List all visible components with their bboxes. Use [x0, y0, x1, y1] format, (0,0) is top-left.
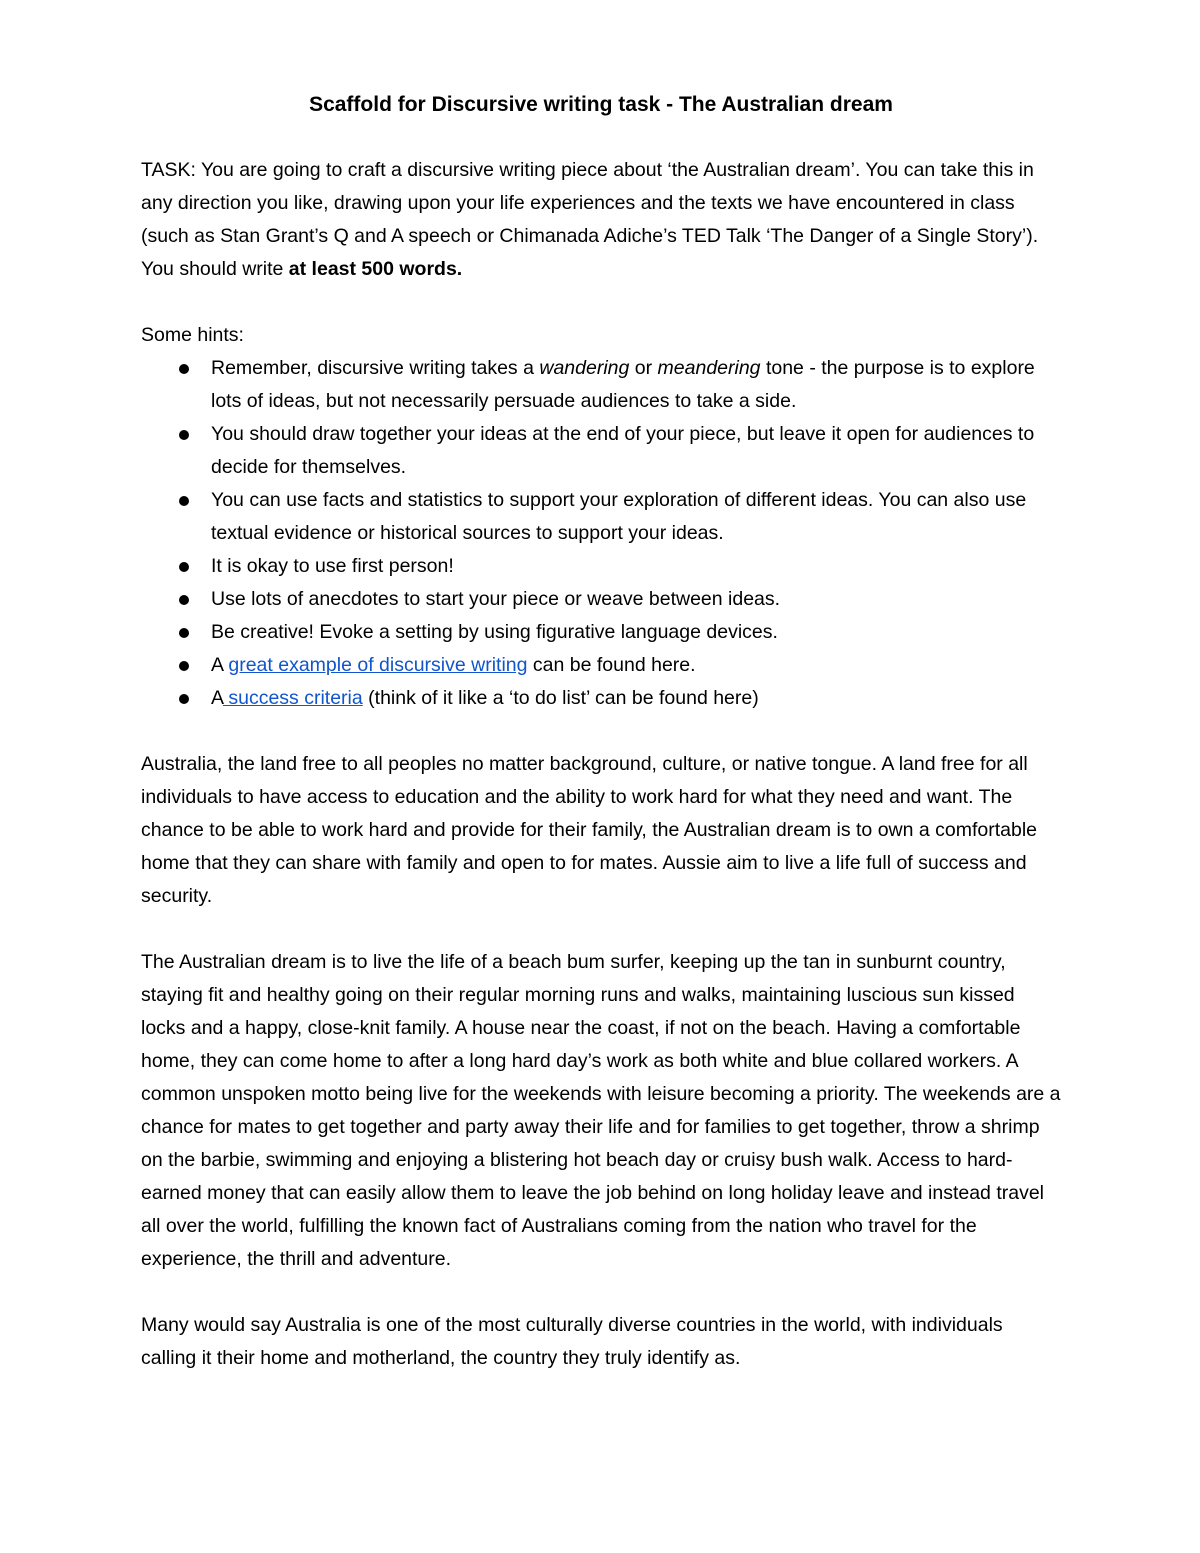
bullet-icon: [179, 364, 189, 374]
hint-text: Use lots of anecdotes to start your piece or weave between ideas.: [211, 588, 781, 610]
hint-text: Remember, discursive writing takes a: [211, 357, 540, 379]
hint-item: [141, 682, 1061, 715]
bullet-icon: [179, 628, 189, 638]
hint-text: tone - the purpose is to explore lots of ideas, but not necessarily persuade audiences to take a side.: [211, 357, 1035, 412]
spacer: [141, 1276, 1061, 1309]
bullet-icon: [179, 661, 189, 671]
hint-italic-wandering: wandering: [539, 357, 630, 379]
hint-item: [141, 649, 1061, 682]
document-title: Scaffold for Discursive writing task - The Australian dream: [309, 93, 893, 116]
bullet-icon: [179, 430, 189, 440]
task-paragraph: [141, 154, 1061, 286]
discursive-example-link[interactable]: great example of discursive writing: [228, 654, 528, 676]
hint-item: [141, 616, 1061, 649]
bullet-icon: [179, 595, 189, 605]
bullet-icon: [179, 562, 189, 572]
hint-text: Be creative! Evoke a setting by using figurative language devices.: [211, 621, 778, 643]
hint-item: [141, 484, 1061, 550]
hint-text: You can use facts and statistics to support your exploration of different ideas. You can also use textual evidence or historical sources to support your ideas.: [211, 489, 1027, 544]
hints-heading: Some hints:: [141, 324, 244, 346]
body-paragraph-3: Many would say Australia is one of the most culturally diverse countries in the world, with individuals calling it their home and motherland, the country they truly identify as.: [141, 1314, 1003, 1369]
hint-text: It is okay to use first person!: [211, 555, 454, 577]
task-word-count: at least 500 words.: [288, 258, 463, 280]
spacer: [141, 286, 1061, 319]
hint-text: You should draw together your ideas at the end of your piece, but leave it open for audiences to decide for themselves.: [211, 423, 1035, 478]
hint-text: A: [211, 687, 223, 709]
bullet-icon: [179, 694, 189, 704]
hint-text: can be found here.: [527, 654, 696, 676]
spacer: [141, 715, 1061, 748]
body-paragraph-2: The Australian dream is to live the life of a beach bum surfer, keeping up the tan in sunburnt country, staying fit and healthy going on their regular morning runs and walks, maintaining luscious sun kissed locks and a happy, close-knit family. A house near the coast, if not on the beach. Having a comfortable home, they can come home to after a long hard day’s work as both white and blue collared workers. A common unspoken motto being live for the weekends with leisure becoming a priority. The weekends are a chance for mates to get together and party away their life and for families to get together, throw a shrimp on the barbie, swimming and enjoying a blistering hot beach day or cruisy bush walk. Access to hard-earned money that can easily allow them to leave the job behind on long holiday leave and instead travel all over the world, fulfilling the known fact of Australians coming from the nation who travel for the experience, the thrill and adventure.: [141, 951, 1061, 1270]
hint-text: A: [211, 654, 229, 676]
hint-text: (think of it like a ‘to do list’ can be found here): [362, 687, 759, 709]
hints-list: [141, 352, 1061, 715]
hint-item: [141, 418, 1061, 484]
success-criteria-link[interactable]: success criteria: [222, 687, 363, 709]
bullet-icon: [179, 496, 189, 506]
hint-item: [141, 550, 1061, 583]
body-paragraph-1: Australia, the land free to all peoples no matter background, culture, or native tongue. A land free for all individuals to have access to education and the ability to work hard for what they need and want. The chance to be able to work hard and provide for their family, the Australian dream is to own a comfortable home that they can share with family and open to for mates. Aussie aim to live a life full of success and security.: [141, 753, 1038, 907]
document-page: [141, 88, 1061, 1375]
hint-italic-meandering: meandering: [657, 357, 761, 379]
task-text: TASK: You are going to craft a discursive writing piece about ‘the Australian dream’. You can take this in any direction you like, drawing upon your life experiences and the texts we have encountered in class (such as Stan Grant’s Q and A speech or Chimanada Adiche’s TED Talk ‘The Danger of a Single Story’). You should write: [141, 159, 1039, 280]
hint-item: [141, 352, 1061, 418]
hint-text: or: [629, 357, 658, 379]
spacer: [141, 913, 1061, 946]
hint-item: [141, 583, 1061, 616]
